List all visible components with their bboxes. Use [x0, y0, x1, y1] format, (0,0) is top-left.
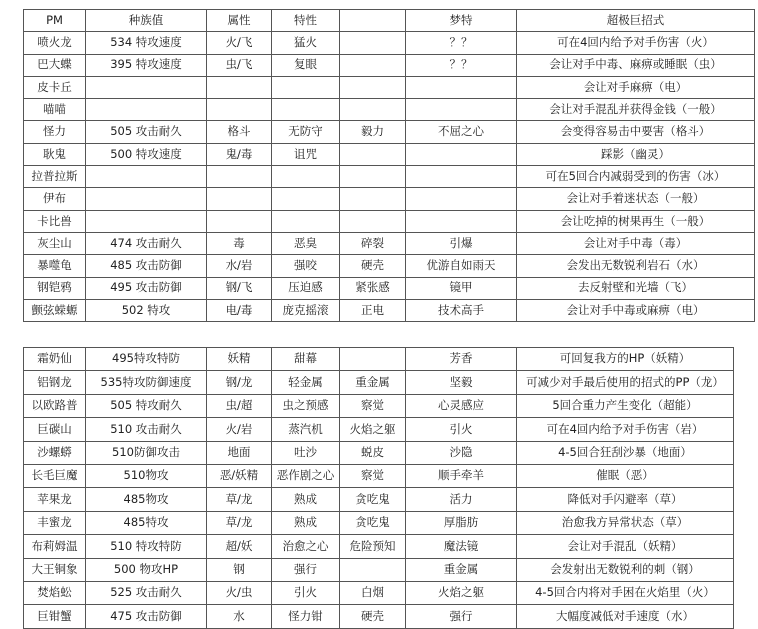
- table-row: [24, 511, 734, 534]
- ability-cell: 熟成: [272, 488, 340, 511]
- table-row: [24, 210, 755, 232]
- type-cell: [207, 188, 272, 210]
- gmax-move-cell: 4-5回合内将对手困在火焰里（火）: [517, 581, 734, 604]
- pm-cell: 皮卡丘: [24, 76, 86, 98]
- base-stat-cell: [86, 188, 207, 210]
- gmax-move-cell: 可在4回内给予对手伤害（岩）: [517, 418, 734, 441]
- ability2-cell: [340, 166, 406, 188]
- type-cell: 钢: [207, 558, 272, 581]
- hidden-ability-cell: 魔法镜: [406, 535, 517, 558]
- table-row: [24, 464, 734, 487]
- table-1-body: [24, 10, 755, 322]
- base-stat-cell: 505 特攻耐久: [86, 394, 207, 417]
- type-cell: 火/虫: [207, 581, 272, 604]
- pm-cell: 怪力: [24, 121, 86, 143]
- ability2-cell: [340, 188, 406, 210]
- gmax-move-cell: 踩影（幽灵）: [517, 143, 755, 165]
- gmax-move-cell: 会让对手混乱（妖精）: [517, 535, 734, 558]
- pm-cell: 以欧路普: [24, 394, 86, 417]
- gmax-move-cell: 会发出无数锐利岩石（水）: [517, 255, 755, 277]
- base-stat-cell: 395 特攻速度: [86, 54, 207, 76]
- pm-cell: 喵喵: [24, 99, 86, 121]
- header-cell: 梦特: [406, 10, 517, 32]
- hidden-ability-cell: 镜甲: [406, 277, 517, 299]
- type-cell: 火/飞: [207, 32, 272, 54]
- hidden-ability-cell: 强行: [406, 605, 517, 628]
- table-row: [24, 605, 734, 628]
- table-row: [24, 76, 755, 98]
- ability-cell: 怪力钳: [272, 605, 340, 628]
- base-stat-cell: 500 特攻速度: [86, 143, 207, 165]
- base-stat-cell: [86, 166, 207, 188]
- table-row: [24, 394, 734, 417]
- pm-cell: 苹果龙: [24, 488, 86, 511]
- pm-cell: 钢铠鸦: [24, 277, 86, 299]
- gmax-move-cell: 会让对手麻痹（电）: [517, 76, 755, 98]
- ability2-cell: [340, 99, 406, 121]
- gmax-move-cell: 会让对手中毒（毒）: [517, 232, 755, 254]
- hidden-ability-cell: 不屈之心: [406, 121, 517, 143]
- base-stat-cell: 505 攻击耐久: [86, 121, 207, 143]
- header-cell: PM: [24, 10, 86, 32]
- ability2-cell: [340, 348, 406, 371]
- pm-cell: 铝钢龙: [24, 371, 86, 394]
- pm-cell: 霜奶仙: [24, 348, 86, 371]
- table-row: [24, 277, 755, 299]
- gmax-move-cell: 大幅度减低对手速度（水）: [517, 605, 734, 628]
- pm-cell: 颤弦蝾螈: [24, 299, 86, 321]
- ability2-cell: 察觉: [340, 394, 406, 417]
- pm-cell: 拉普拉斯: [24, 166, 86, 188]
- table-row: [24, 32, 755, 54]
- gmax-move-cell: 可减少对手最后使用的招式的PP（龙）: [517, 371, 734, 394]
- base-stat-cell: 495特攻特防: [86, 348, 207, 371]
- table-row: [24, 188, 755, 210]
- table-row: [24, 535, 734, 558]
- header-cell: 种族值: [86, 10, 207, 32]
- ability-cell: 压迫感: [272, 277, 340, 299]
- ability-cell: 熟成: [272, 511, 340, 534]
- pm-cell: 大王铜象: [24, 558, 86, 581]
- type-cell: 虫/飞: [207, 54, 272, 76]
- ability2-cell: 毅力: [340, 121, 406, 143]
- ability-cell: [272, 99, 340, 121]
- table-row: [24, 166, 755, 188]
- hidden-ability-cell: [406, 99, 517, 121]
- hidden-ability-cell: 沙隐: [406, 441, 517, 464]
- base-stat-cell: [86, 76, 207, 98]
- type-cell: 水: [207, 605, 272, 628]
- gmax-move-cell: 可在4回内给予对手伤害（火）: [517, 32, 755, 54]
- type-cell: 电/毒: [207, 299, 272, 321]
- hidden-ability-cell: 活力: [406, 488, 517, 511]
- ability-cell: [272, 188, 340, 210]
- gmax-move-cell: 5回合重力产生变化（超能）: [517, 394, 734, 417]
- ability2-cell: [340, 558, 406, 581]
- base-stat-cell: 495 攻击防御: [86, 277, 207, 299]
- ability2-cell: 白烟: [340, 581, 406, 604]
- hidden-ability-cell: 技术高手: [406, 299, 517, 321]
- ability-cell: 虫之预感: [272, 394, 340, 417]
- ability2-cell: 紧张感: [340, 277, 406, 299]
- ability-cell: [272, 76, 340, 98]
- type-cell: 草/龙: [207, 488, 272, 511]
- ability-cell: 治愈之心: [272, 535, 340, 558]
- ability-cell: 恶臭: [272, 232, 340, 254]
- pm-cell: 沙螺蟒: [24, 441, 86, 464]
- base-stat-cell: 510 特攻特防: [86, 535, 207, 558]
- base-stat-cell: 474 攻击耐久: [86, 232, 207, 254]
- table-row: [24, 488, 734, 511]
- table-row: [24, 54, 755, 76]
- pm-cell: 伊布: [24, 188, 86, 210]
- hidden-ability-cell: 顺手牵羊: [406, 464, 517, 487]
- ability-cell: [272, 166, 340, 188]
- hidden-ability-cell: [406, 166, 517, 188]
- ability2-cell: 重金属: [340, 371, 406, 394]
- ability-cell: 诅咒: [272, 143, 340, 165]
- ability2-cell: [340, 54, 406, 76]
- ability2-cell: 察觉: [340, 464, 406, 487]
- type-cell: [207, 166, 272, 188]
- ability-cell: 轻金属: [272, 371, 340, 394]
- ability2-cell: 硬壳: [340, 605, 406, 628]
- gmax-move-cell: 去反射壁和光墙（飞）: [517, 277, 755, 299]
- type-cell: 火/岩: [207, 418, 272, 441]
- ability2-cell: 危险预知: [340, 535, 406, 558]
- type-cell: 妖精: [207, 348, 272, 371]
- hidden-ability-cell: 火焰之躯: [406, 581, 517, 604]
- ability2-cell: [340, 143, 406, 165]
- base-stat-cell: 485物攻: [86, 488, 207, 511]
- gmax-move-cell: 会让对手中毒或麻痹（电）: [517, 299, 755, 321]
- table-row: [24, 232, 755, 254]
- base-stat-cell: 535特攻防御速度: [86, 371, 207, 394]
- table-row: [24, 121, 755, 143]
- hidden-ability-cell: 芳香: [406, 348, 517, 371]
- ability-cell: 复眼: [272, 54, 340, 76]
- pokemon-table-2: [23, 347, 734, 629]
- ability2-cell: [340, 210, 406, 232]
- pm-cell: 灰尘山: [24, 232, 86, 254]
- hidden-ability-cell: [406, 188, 517, 210]
- hidden-ability-cell: 引火: [406, 418, 517, 441]
- gmax-move-cell: 会变得容易击中要害（格斗）: [517, 121, 755, 143]
- hidden-ability-cell: [406, 143, 517, 165]
- ability2-cell: 硬壳: [340, 255, 406, 277]
- pokemon-table-1: [23, 9, 755, 322]
- ability-cell: 强咬: [272, 255, 340, 277]
- ability2-cell: 贪吃鬼: [340, 511, 406, 534]
- gmax-move-cell: 会发射出无数锐利的刺（钢）: [517, 558, 734, 581]
- ability-cell: 甜幕: [272, 348, 340, 371]
- ability2-cell: [340, 76, 406, 98]
- gmax-move-cell: 会让对手着迷状态（一般）: [517, 188, 755, 210]
- pm-cell: 布莉姆温: [24, 535, 86, 558]
- hidden-ability-cell: [406, 76, 517, 98]
- type-cell: 鬼/毒: [207, 143, 272, 165]
- gmax-move-cell: 会让吃掉的树果再生（一般）: [517, 210, 755, 232]
- gmax-move-cell: 催眠（恶）: [517, 464, 734, 487]
- base-stat-cell: 485特攻: [86, 511, 207, 534]
- pm-cell: 巨钳蟹: [24, 605, 86, 628]
- hidden-ability-cell: 心灵感应: [406, 394, 517, 417]
- pm-cell: 长毛巨魔: [24, 464, 86, 487]
- table-row: [24, 348, 734, 371]
- hidden-ability-cell: 引爆: [406, 232, 517, 254]
- ability-cell: 猛火: [272, 32, 340, 54]
- pm-cell: 卡比兽: [24, 210, 86, 232]
- ability-cell: 引火: [272, 581, 340, 604]
- type-cell: 格斗: [207, 121, 272, 143]
- table-row: [24, 371, 734, 394]
- gmax-move-cell: 可在5回合内减弱受到的伤害（冰）: [517, 166, 755, 188]
- pm-cell: 巨碳山: [24, 418, 86, 441]
- base-stat-cell: 502 特攻: [86, 299, 207, 321]
- type-cell: 水/岩: [207, 255, 272, 277]
- ability-cell: 蒸汽机: [272, 418, 340, 441]
- hidden-ability-cell: ？？: [406, 54, 517, 76]
- base-stat-cell: 510物攻: [86, 464, 207, 487]
- ability-cell: 庞克摇滚: [272, 299, 340, 321]
- pm-cell: 暴噬龟: [24, 255, 86, 277]
- base-stat-cell: 510 攻击耐久: [86, 418, 207, 441]
- type-cell: 钢/飞: [207, 277, 272, 299]
- table-row: [24, 581, 734, 604]
- ability-cell: [272, 210, 340, 232]
- base-stat-cell: 475 攻击防御: [86, 605, 207, 628]
- table-row: [24, 441, 734, 464]
- table-2-body: [24, 348, 734, 629]
- header-cell: 特性: [272, 10, 340, 32]
- gmax-move-cell: 可回复我方的HP（妖精）: [517, 348, 734, 371]
- table-row: [24, 99, 755, 121]
- pm-cell: 耿鬼: [24, 143, 86, 165]
- ability2-cell: 火焰之躯: [340, 418, 406, 441]
- type-cell: 恶/妖精: [207, 464, 272, 487]
- type-cell: 虫/超: [207, 394, 272, 417]
- gmax-move-cell: 治愈我方异常状态（草）: [517, 511, 734, 534]
- base-stat-cell: 510防御攻击: [86, 441, 207, 464]
- type-cell: 草/龙: [207, 511, 272, 534]
- ability-cell: 强行: [272, 558, 340, 581]
- base-stat-cell: 525 攻击耐久: [86, 581, 207, 604]
- ability-cell: 无防守: [272, 121, 340, 143]
- table-row: [24, 558, 734, 581]
- type-cell: 地面: [207, 441, 272, 464]
- header-cell: 超极巨招式: [517, 10, 755, 32]
- pm-cell: 丰蜜龙: [24, 511, 86, 534]
- base-stat-cell: [86, 210, 207, 232]
- gmax-move-cell: 4-5回合狂刮沙暴（地面）: [517, 441, 734, 464]
- pm-cell: 焚焰蚣: [24, 581, 86, 604]
- hidden-ability-cell: 重金属: [406, 558, 517, 581]
- ability2-cell: 蜕皮: [340, 441, 406, 464]
- hidden-ability-cell: ？？: [406, 32, 517, 54]
- hidden-ability-cell: 优游自如雨天: [406, 255, 517, 277]
- ability-cell: 恶作剧之心: [272, 464, 340, 487]
- type-cell: 超/妖: [207, 535, 272, 558]
- type-cell: 钢/龙: [207, 371, 272, 394]
- type-cell: [207, 99, 272, 121]
- pm-cell: 巴大蝶: [24, 54, 86, 76]
- ability2-cell: 碎裂: [340, 232, 406, 254]
- base-stat-cell: 485 攻击防御: [86, 255, 207, 277]
- type-cell: 毒: [207, 232, 272, 254]
- header-cell: [340, 10, 406, 32]
- ability-cell: 吐沙: [272, 441, 340, 464]
- type-cell: [207, 76, 272, 98]
- gmax-move-cell: 降低对手闪避率（草）: [517, 488, 734, 511]
- base-stat-cell: 500 物攻HP: [86, 558, 207, 581]
- hidden-ability-cell: 坚毅: [406, 371, 517, 394]
- header-row: [24, 10, 755, 32]
- pm-cell: 喷火龙: [24, 32, 86, 54]
- header-cell: 属性: [207, 10, 272, 32]
- table-row: [24, 418, 734, 441]
- gmax-move-cell: 会让对手混乱并获得金钱（一般）: [517, 99, 755, 121]
- base-stat-cell: 534 特攻速度: [86, 32, 207, 54]
- base-stat-cell: [86, 99, 207, 121]
- table-row: [24, 299, 755, 321]
- hidden-ability-cell: [406, 210, 517, 232]
- table-row: [24, 143, 755, 165]
- table-row: [24, 255, 755, 277]
- ability2-cell: 正电: [340, 299, 406, 321]
- ability2-cell: [340, 32, 406, 54]
- hidden-ability-cell: 厚脂肪: [406, 511, 517, 534]
- ability2-cell: 贪吃鬼: [340, 488, 406, 511]
- gmax-move-cell: 会让对手中毒、麻痹或睡眠（虫）: [517, 54, 755, 76]
- type-cell: [207, 210, 272, 232]
